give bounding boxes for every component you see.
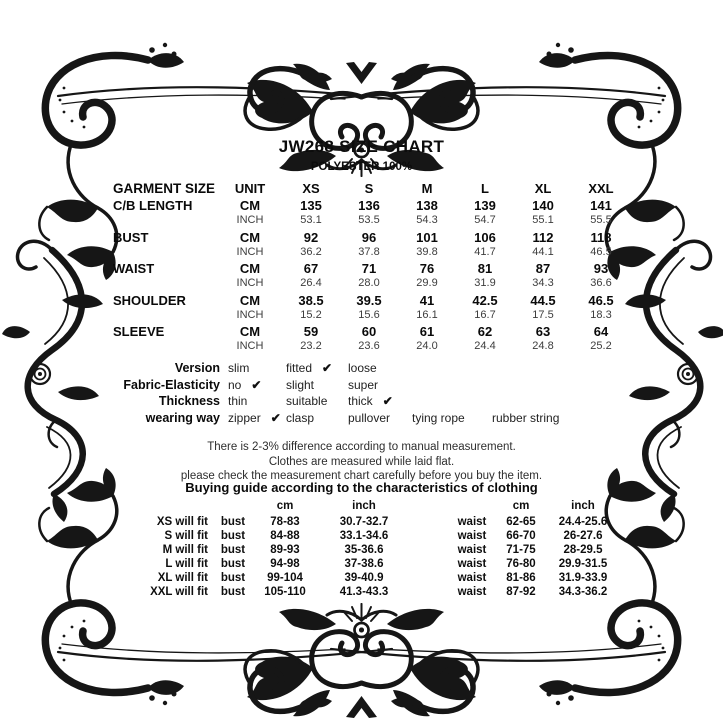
size-value-cm: 101 xyxy=(416,229,438,245)
size-value-inch: 39.8 xyxy=(416,245,438,258)
size-value-cm: 63 xyxy=(535,324,551,339)
attribute-option xyxy=(348,378,412,392)
attribute-option xyxy=(286,394,348,408)
size-value-inch: 44.1 xyxy=(532,245,554,258)
guide-range-cell: 39-40.9 xyxy=(344,572,384,584)
guide-size-cell: XL will fit xyxy=(157,572,208,584)
guide-range-cell: 37-38.6 xyxy=(344,558,384,570)
attribute-option-text: thick xyxy=(348,394,373,408)
unit-cell: INCH xyxy=(236,340,264,352)
size-table-header-unit: UNIT xyxy=(234,181,266,196)
unit-cell: CM xyxy=(239,198,261,213)
attribute-label: Thickness xyxy=(158,394,220,408)
guide-size-cell: S will fit xyxy=(164,530,208,542)
size-value-cm: 62 xyxy=(477,324,493,339)
unit-cell: INCH xyxy=(236,214,264,226)
guide-range-cell: 94-98 xyxy=(270,558,300,570)
guide-part-cell: waist xyxy=(457,544,487,556)
guide-range-cell: 34.3-36.2 xyxy=(558,586,608,598)
guide-range-cell: 71-75 xyxy=(506,544,536,556)
size-value-cm: 135 xyxy=(300,198,322,213)
size-value-inch: 15.6 xyxy=(358,308,380,321)
size-row-label: SHOULDER xyxy=(113,292,186,308)
size-table-header-size: L xyxy=(481,181,489,196)
unit-cell: CM xyxy=(239,229,261,245)
size-value-cm: 141 xyxy=(590,198,612,213)
buying-guide-table xyxy=(128,500,620,600)
attribute-option-text: clasp xyxy=(286,410,315,425)
guide-part-cell: bust xyxy=(220,586,246,598)
unit-cell: INCH xyxy=(236,308,264,321)
guide-range-cell: 78-83 xyxy=(270,516,300,528)
guide-part-cell: bust xyxy=(220,530,246,542)
unit-cell: CM xyxy=(239,292,261,308)
size-row-label: BUST xyxy=(113,229,149,245)
size-value-inch: 16.7 xyxy=(474,308,496,321)
attribute-options xyxy=(228,411,559,425)
guide-spacer-cell xyxy=(412,558,448,572)
attribute-option-text: suitable xyxy=(286,394,328,408)
size-value-inch: 46.5 xyxy=(590,245,612,258)
guide-header-cell xyxy=(412,500,448,516)
attribute-option-text: no xyxy=(228,377,242,392)
size-row-label-spacer xyxy=(106,340,218,356)
guide-range-cell: 33.1-34.6 xyxy=(339,530,389,542)
size-value-cm: 38.5 xyxy=(298,292,324,308)
guide-range-cell: 89-93 xyxy=(270,544,300,556)
guide-part-cell: bust xyxy=(220,544,246,556)
size-row-label-spacer xyxy=(106,246,218,262)
attribute-option xyxy=(286,378,348,392)
guide-range-cell: 24.4-25.6 xyxy=(558,516,608,528)
attribute-label: wearing way xyxy=(145,410,220,425)
attribute-option-text: loose xyxy=(348,361,377,375)
guide-header-cell: inch xyxy=(352,500,376,512)
size-value-inch: 55.5 xyxy=(590,214,612,226)
guide-size-cell: M will fit xyxy=(162,544,208,556)
guide-size-cell: L will fit xyxy=(165,558,208,570)
size-value-cm: 71 xyxy=(361,261,377,276)
size-value-cm: 59 xyxy=(303,324,319,339)
size-table xyxy=(106,181,630,356)
attribute-option-text: pullover xyxy=(348,410,391,425)
guide-spacer-cell xyxy=(412,530,448,544)
size-value-cm: 96 xyxy=(361,229,377,245)
guide-range-cell: 99-104 xyxy=(267,572,303,584)
guide-range-cell: 81-86 xyxy=(506,572,536,584)
size-table-header-size: XL xyxy=(534,181,552,196)
attribute-option-text: fitted xyxy=(286,361,313,375)
size-value-inch: 23.2 xyxy=(300,340,322,352)
check-icon: ✔ xyxy=(270,410,281,425)
guide-range-cell: 41.3-43.3 xyxy=(339,586,389,598)
attribute-option xyxy=(492,411,559,425)
guide-range-cell: 31.9-33.9 xyxy=(558,572,608,584)
attribute-option-text: super xyxy=(348,377,379,392)
size-value-inch: 28.0 xyxy=(358,277,380,289)
guide-header-cell: inch xyxy=(571,500,595,512)
guide-part-cell: waist xyxy=(457,516,487,528)
guide-part-cell: waist xyxy=(457,558,487,570)
size-value-cm: 41 xyxy=(419,292,435,308)
guide-range-cell: 30.7-32.7 xyxy=(339,516,389,528)
note-line: please check the measurement chart carefully before you buy the item. xyxy=(180,470,543,482)
size-value-cm: 64 xyxy=(593,324,609,339)
attribute-option xyxy=(228,394,286,408)
page-title: JW268 SIZE CHART xyxy=(278,137,445,156)
size-value-inch: 16.1 xyxy=(416,308,438,321)
size-table-header-size: S xyxy=(364,181,374,196)
unit-cell: INCH xyxy=(236,245,264,258)
size-value-cm: 93 xyxy=(593,261,609,276)
guide-spacer-cell xyxy=(412,572,448,586)
guide-part-cell: bust xyxy=(220,516,246,528)
attribute-label: Version xyxy=(174,361,220,375)
size-value-cm: 61 xyxy=(419,324,435,339)
size-value-cm: 139 xyxy=(474,198,496,213)
note-line: There is 2-3% difference according to manual measurement. xyxy=(207,441,516,453)
size-value-cm: 67 xyxy=(303,261,319,276)
attribute-row xyxy=(55,378,675,395)
size-value-cm: 140 xyxy=(532,198,554,213)
size-value-cm: 112 xyxy=(532,229,554,245)
size-row-label-spacer xyxy=(106,277,218,293)
attribute-option-text: slim xyxy=(228,361,250,375)
size-table-header-size: XXL xyxy=(588,181,614,196)
attribute-row xyxy=(55,361,675,378)
guide-part-cell: waist xyxy=(457,586,487,598)
size-value-inch: 24.0 xyxy=(416,340,438,352)
unit-cell: CM xyxy=(239,261,261,276)
size-value-inch: 55.1 xyxy=(532,214,554,226)
size-value-inch: 31.9 xyxy=(474,277,496,289)
attributes-section xyxy=(55,361,675,427)
size-value-inch: 24.4 xyxy=(474,340,496,352)
buying-guide-title: Buying guide according to the characteristics of clothing xyxy=(185,480,538,495)
unit-cell: CM xyxy=(239,324,261,339)
size-value-inch: 26.4 xyxy=(300,277,322,289)
unit-cell: INCH xyxy=(236,277,264,289)
guide-size-cell: XXL will fit xyxy=(150,586,208,598)
size-value-inch: 25.2 xyxy=(590,340,612,352)
guide-range-cell: 26-27.6 xyxy=(563,530,603,542)
size-row-label: C/B LENGTH xyxy=(113,198,193,213)
guide-range-cell: 29.9-31.5 xyxy=(558,558,608,570)
attribute-option xyxy=(228,378,286,392)
size-value-inch: 36.2 xyxy=(300,245,322,258)
attribute-options xyxy=(228,361,412,375)
attribute-option xyxy=(348,411,412,425)
attribute-option-text: thin xyxy=(228,394,248,408)
guide-spacer-cell xyxy=(412,586,448,600)
size-value-cm: 87 xyxy=(535,261,551,276)
attribute-row xyxy=(55,411,675,428)
attribute-options xyxy=(228,394,412,408)
attribute-option-text: zipper xyxy=(228,410,261,425)
guide-range-cell: 28-29.5 xyxy=(563,544,603,556)
guide-spacer-cell xyxy=(412,544,448,558)
size-table-header-size: M xyxy=(421,181,433,196)
check-icon: ✔ xyxy=(251,377,262,392)
size-value-inch: 24.8 xyxy=(532,340,554,352)
size-row-label-spacer xyxy=(106,309,218,325)
notes xyxy=(0,440,723,484)
size-value-inch: 18.3 xyxy=(590,308,612,321)
size-value-inch: 17.5 xyxy=(532,308,554,321)
guide-range-cell: 76-80 xyxy=(506,558,536,570)
size-value-inch: 54.3 xyxy=(416,214,438,226)
attribute-label: Fabric-Elasticity xyxy=(123,377,220,392)
guide-part-cell: waist xyxy=(457,530,487,542)
guide-part-cell: bust xyxy=(220,572,246,584)
size-value-cm: 136 xyxy=(358,198,380,213)
size-value-inch: 53.5 xyxy=(358,214,380,226)
attribute-option xyxy=(228,361,286,375)
attribute-option xyxy=(348,394,412,408)
size-value-inch: 34.3 xyxy=(532,277,554,289)
guide-header-cell xyxy=(212,500,254,516)
guide-part-cell: waist xyxy=(457,572,487,584)
guide-range-cell: 105-110 xyxy=(264,586,306,598)
guide-spacer-cell xyxy=(412,516,448,530)
size-table-header-size: XS xyxy=(302,181,320,196)
size-value-inch: 29.9 xyxy=(416,277,438,289)
guide-part-cell: bust xyxy=(220,558,246,570)
size-value-cm: 106 xyxy=(474,229,496,245)
size-value-inch: 53.1 xyxy=(300,214,322,226)
size-value-cm: 118 xyxy=(590,229,612,245)
guide-header-cell: cm xyxy=(512,500,530,512)
size-table-header-label: GARMENT SIZE xyxy=(113,181,216,196)
guide-header-cell xyxy=(128,500,212,516)
size-value-cm: 92 xyxy=(303,229,319,245)
attribute-option-text: slight xyxy=(286,377,315,392)
attribute-option xyxy=(228,411,286,425)
guide-range-cell: 87-92 xyxy=(506,586,536,598)
attribute-row xyxy=(55,394,675,411)
size-value-cm: 46.5 xyxy=(588,292,614,308)
attribute-option xyxy=(412,411,492,425)
guide-range-cell: 62-65 xyxy=(506,516,536,528)
size-value-inch: 23.6 xyxy=(358,340,380,352)
attribute-option-text: tying rope xyxy=(412,410,465,425)
guide-size-cell: XS will fit xyxy=(156,516,208,528)
attribute-option xyxy=(286,411,348,425)
size-value-inch: 54.7 xyxy=(474,214,496,226)
size-value-cm: 42.5 xyxy=(472,292,498,308)
size-row-label: WAIST xyxy=(113,261,155,276)
guide-header-cell: cm xyxy=(276,500,294,512)
material-subtitle: POLYESTER 100% xyxy=(310,161,413,173)
attribute-option-text: rubber string xyxy=(492,410,560,425)
note-line: Clothes are measured while laid flat. xyxy=(268,455,455,468)
guide-range-cell: 84-88 xyxy=(270,530,300,542)
check-icon: ✔ xyxy=(382,394,393,408)
guide-header-cell xyxy=(448,500,496,516)
size-value-inch: 36.6 xyxy=(590,277,612,289)
size-value-inch: 37.8 xyxy=(358,245,380,258)
guide-range-cell: 66-70 xyxy=(506,530,536,542)
size-value-cm: 76 xyxy=(419,261,435,276)
attribute-options xyxy=(228,378,412,392)
size-value-inch: 41.7 xyxy=(474,245,496,258)
guide-range-cell: 35-36.6 xyxy=(344,544,384,556)
attribute-option xyxy=(348,361,412,375)
size-value-cm: 60 xyxy=(361,324,377,339)
size-value-cm: 81 xyxy=(477,261,493,276)
size-value-cm: 138 xyxy=(416,198,438,213)
size-value-cm: 44.5 xyxy=(530,292,556,308)
size-value-inch: 15.2 xyxy=(300,308,322,321)
attribute-option xyxy=(286,361,348,375)
size-row-label: SLEEVE xyxy=(113,324,165,339)
size-value-cm: 39.5 xyxy=(356,292,382,308)
check-icon: ✔ xyxy=(322,361,333,375)
size-row-label-spacer xyxy=(106,214,218,230)
